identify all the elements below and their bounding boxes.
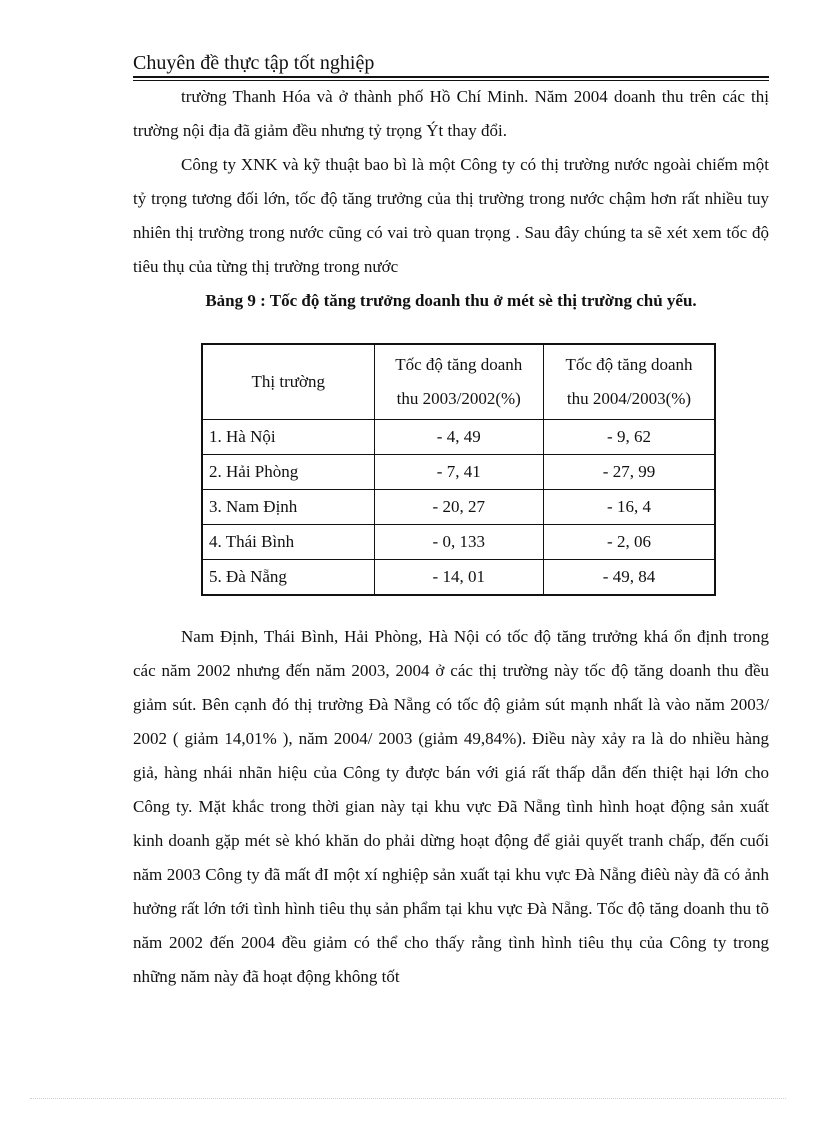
footer-rule xyxy=(30,1098,786,1099)
cell-market: 3. Nam Định xyxy=(202,490,374,525)
header-growth-2004: Tốc độ tăng doanh thu 2004/2003(%) xyxy=(544,344,716,420)
header-rule xyxy=(133,76,769,78)
growth-table xyxy=(201,343,716,596)
table-row xyxy=(202,525,715,560)
cell-growth-2004: - 27, 99 xyxy=(544,455,716,490)
cell-growth-2003: - 20, 27 xyxy=(374,490,543,525)
cell-growth-2004: - 9, 62 xyxy=(544,420,716,455)
growth-table-container xyxy=(201,343,716,596)
analysis-paragraph: Nam Định, Thái Bình, Hải Phòng, Hà Nội có tốc độ tăng trưởng khá ổn định trong các năm 2002 nhưng đến năm 2003, 2004 ở các thị trường này tốc độ tăng doanh thu đều giảm sút. Bên cạnh đó thị trường Đà Nẵng có tốc độ giảm sút mạnh nhất là vào năm 2003/ 2002 ( giảm 14,01% ), năm 2004/ 2003 (giảm 49,84%). Điều này xảy ra là do nhiều hàng giả, hàng nhái nhãn hiệu của Công ty được bán với giá rất thấp dẫn đến thiệt hại lớn cho Công ty. Mặt khắc trong thời gian này tại khu vực Đã Nẵng tình hình hoạt động sản xuất kinh doanh gặp mét sè khó khăn do phải dừng hoạt động để giải quyết tranh chấp, đến cuối năm 2003 Công ty đã mất đI một xí nghiệp sản xuất tại khu vực Đà Nẵng điêù này đã có ảnh hưởng rất lớn tới tình hình tiêu thụ sản phẩm tại khu vực Đà Nẵng. Tốc độ tăng doanh thu tõ năm 2002 đến 2004 đều giảm có thể cho thấy rằng tình hình tiêu thụ của Công ty trong những năm này đã hoạt động không tốt xyxy=(133,627,769,986)
intro-paragraph-2: Công ty XNK và kỹ thuật bao bì là một Công ty có thị trường nước ngoài chiếm một tỷ trọng tương đối lớn, tốc độ tăng trưởng của thị trường trong nước chậm hơn rất nhiều tuy nhiên thị trường trong nước cũng có vai trò quan trọng . Sau đây chúng ta sẽ xét xem tốc độ tiêu thụ của từng thị trường trong nước xyxy=(133,155,769,276)
table-row xyxy=(202,455,715,490)
cell-growth-2003: - 0, 133 xyxy=(374,525,543,560)
table-header-row xyxy=(202,344,715,420)
cell-market: 5. Đà Nẵng xyxy=(202,560,374,596)
cell-market: 4. Thái Bình xyxy=(202,525,374,560)
cell-growth-2004: - 16, 4 xyxy=(544,490,716,525)
cell-growth-2003: - 4, 49 xyxy=(374,420,543,455)
cell-market: 1. Hà Nội xyxy=(202,420,374,455)
cell-growth-2004: - 2, 06 xyxy=(544,525,716,560)
page-header xyxy=(133,50,769,81)
table-row xyxy=(202,490,715,525)
table-title: Bảng 9 : Tốc độ tăng trưởng doanh thu ở mét sè thị trường chủ yếu. xyxy=(205,291,697,310)
table-row xyxy=(202,420,715,455)
header-title: Chuyên đề thực tập tốt nghiệp xyxy=(133,52,375,74)
cell-growth-2003: - 7, 41 xyxy=(374,455,543,490)
intro-paragraph-1: trường Thanh Hóa và ở thành phố Hồ Chí Minh. Năm 2004 doanh thu trên các thị trường nội địa đã giảm đều nhưng tỷ trọng Ýt thay đổi. xyxy=(133,87,769,140)
analysis-section xyxy=(133,620,769,994)
cell-market: 2. Hải Phòng xyxy=(202,455,374,490)
header-market: Thị trường xyxy=(202,344,374,420)
header-growth-2003: Tốc độ tăng doanh thu 2003/2002(%) xyxy=(374,344,543,420)
cell-growth-2004: - 49, 84 xyxy=(544,560,716,596)
intro-section xyxy=(133,80,769,318)
table-row xyxy=(202,560,715,596)
cell-growth-2003: - 14, 01 xyxy=(374,560,543,596)
